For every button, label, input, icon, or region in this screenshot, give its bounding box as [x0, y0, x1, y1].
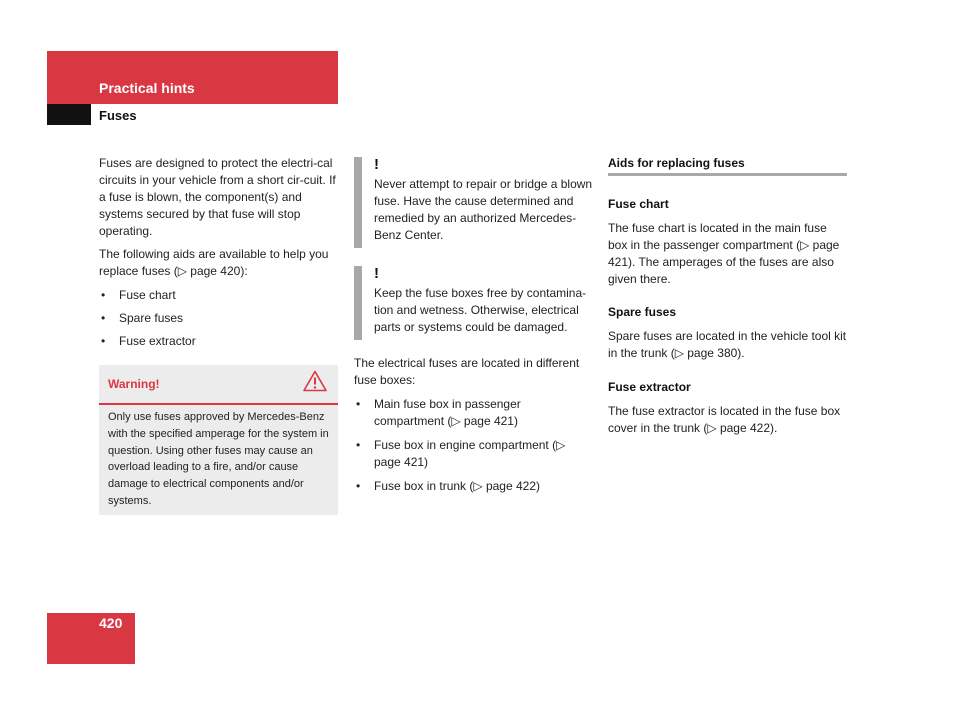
- aids-list: [99, 287, 339, 350]
- aids-intro-paragraph: The following aids are available to help you replace fuses (▷ page 420):: [99, 247, 329, 278]
- fuse-chart-heading: Fuse chart: [608, 197, 669, 211]
- fuse-chart-text: The fuse chart is located in the main fuse box in the passenger compartment (▷ page 421). The amperages of the fuses are also given there.: [608, 221, 840, 286]
- warning-text: Only use fuses approved by Mercedes-Benz with the specified amperage for the system in question. Using other fuses may cause an overload leading to a fire, and/or cause damage to electrical components and/or systems.: [108, 411, 329, 507]
- fuse-extractor-text: The fuse extractor is located in the fuse box cover in the trunk (▷ page 422).: [608, 404, 841, 435]
- list-item: • Fuse chart: [99, 287, 339, 304]
- note-text: Keep the fuse boxes free by contamina-tion and wetness. Otherwise, electrical parts or systems could be damaged.: [374, 286, 587, 334]
- warning-divider: [99, 403, 338, 405]
- locations-intro: The electrical fuses are located in different fuse boxes:: [354, 356, 580, 387]
- warning-triangle-icon: [303, 370, 327, 392]
- locations-list: [354, 396, 599, 495]
- aids-heading-rule: [608, 173, 847, 176]
- spare-fuses-heading: Spare fuses: [608, 305, 677, 319]
- page-number: 420: [99, 615, 123, 631]
- intro-paragraph: Fuses are designed to protect the electri-cal circuits in your vehicle from a short cir-cuit. If a fuse is blown, the component(s) and systems secured by that fuse will stop operating.: [99, 156, 336, 238]
- list-item: • Fuse box in trunk (▷ page 422): [354, 478, 599, 495]
- list-item: • Main fuse box in passenger compartment (▷ page 421): [354, 396, 554, 430]
- list-item: • Fuse box in engine compartment (▷ page 421): [354, 437, 574, 471]
- note-text: Never attempt to repair or bridge a blown fuse. Have the cause determined and remedied by an authorized Mercedes-Benz Center.: [374, 177, 593, 242]
- aids-heading: Aids for replacing fuses: [608, 156, 745, 170]
- notice-mark: !: [374, 156, 379, 173]
- notice-mark: !: [374, 265, 379, 282]
- section-title: Practical hints: [99, 80, 195, 96]
- page-title: Fuses: [99, 108, 137, 123]
- list-item: • Spare fuses: [99, 310, 339, 327]
- spare-fuses-text: Spare fuses are located in the vehicle tool kit in the trunk (▷ page 380).: [608, 329, 847, 360]
- fuse-extractor-heading: Fuse extractor: [608, 380, 691, 394]
- list-item: • Fuse extractor: [99, 333, 339, 350]
- note-bar: [354, 266, 362, 340]
- subsection-marker: [47, 104, 91, 125]
- warning-label: Warning!: [108, 377, 160, 391]
- note-bar: [354, 157, 362, 248]
- header-band: [47, 51, 338, 104]
